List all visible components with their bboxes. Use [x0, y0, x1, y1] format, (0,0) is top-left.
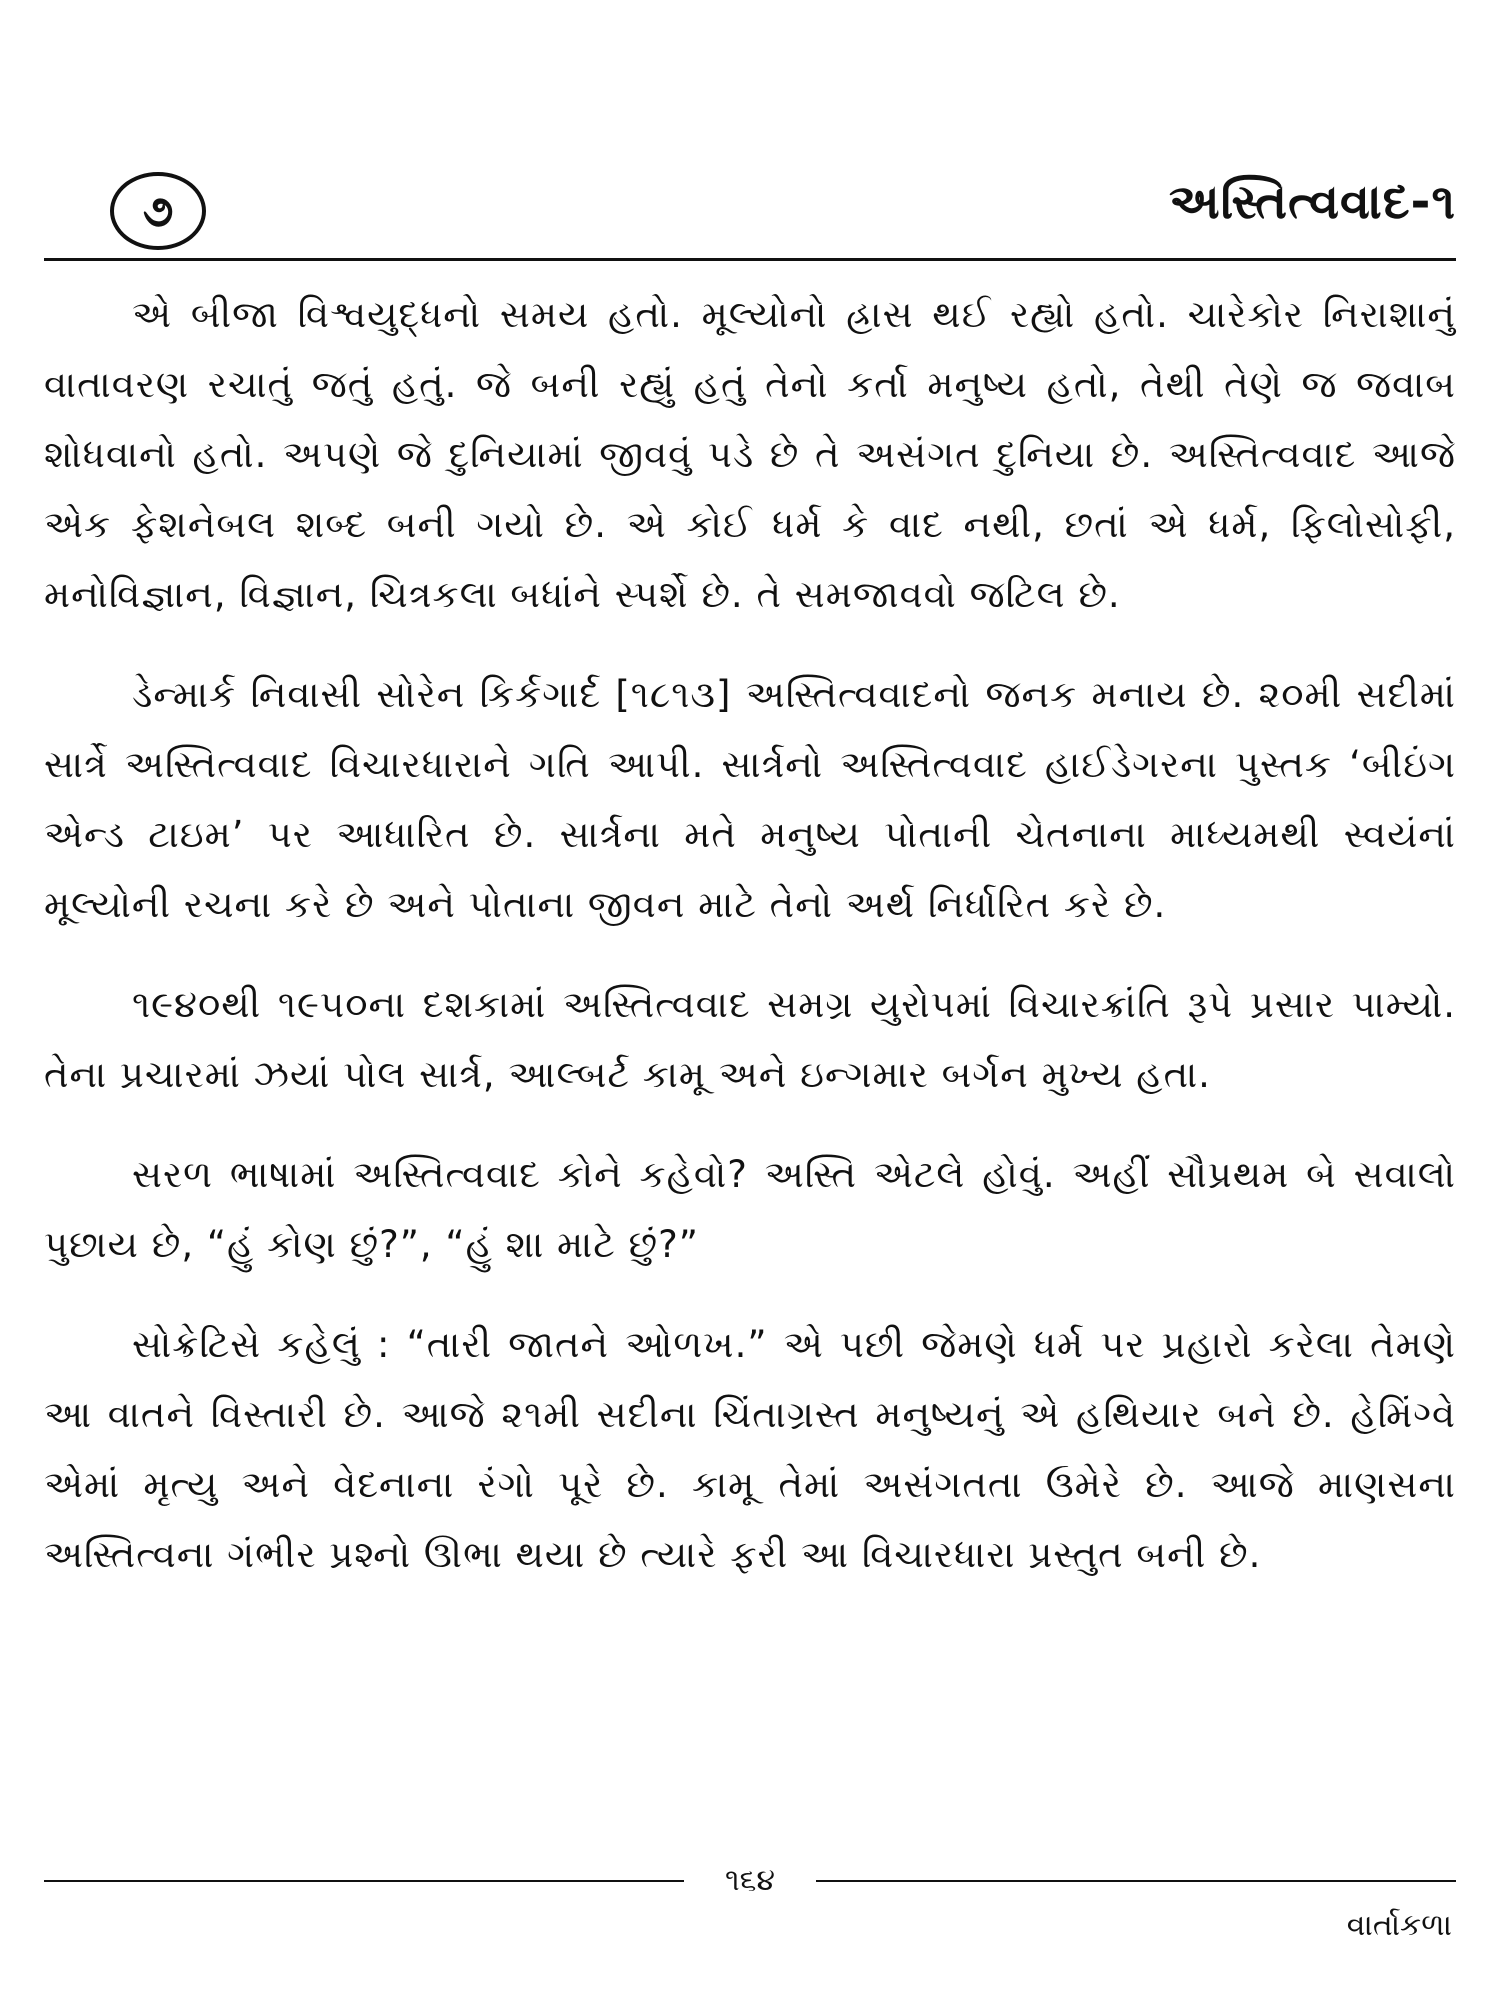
page-footer	[44, 1863, 1456, 1898]
page-body	[44, 280, 1456, 1620]
chapter-title: અસ્તિત્વવાદ-૧	[1169, 174, 1456, 230]
book-title: વાર્તાકળા	[1346, 1908, 1452, 1943]
paragraph-2: ડેન્માર્ક નિવાસી સોરેન કિર્કગાર્દ [૧૮૧૩] અસ્તિત્વવાદનો જનક મનાય છે. ૨૦મી સદીમાં સાર્ત્રે અસ્તિત્વવાદ વિચારધારાને ગતિ આપી. સાર્ત્રનો અસ્તિત્વવાદ હાઈડેગરના પુસ્તક ‘બીઇંગ એન્ડ ટાઇમ’ પર આધારિત છે. સાર્ત્રના મતે મનુષ્ય પોતાની ચેતનાના માધ્યમથી સ્વયંનાં મૂલ્યોની રચના કરે છે અને પોતાના જીવન માટે તેનો અર્થ નિર્ધારિત કરે છે.	[44, 673, 1456, 926]
page-number: ૧૬૪	[724, 1863, 776, 1898]
paragraph-4: સરળ ભાષામાં અસ્તિત્વવાદ કોને કહેવો? અસ્તિ એટલે હોવું. અહીં સૌપ્રથમ બે સવાલો પુછાય છે, “હું કોણ છું?”, “હું શા માટે છું?”	[44, 1153, 1456, 1266]
paragraph-3: ૧૯૪૦થી ૧૯૫૦ના દશકામાં અસ્તિત્વવાદ સમગ્ર યુરોપમાં વિચારક્રાંતિ રૂપે પ્રસાર પામ્યો. તેના પ્રચારમાં ઝયાં પોલ સાર્ત્ર, આલ્બર્ટ કામૂ અને ઇન્ગમાર બર્ગન મુખ્ય હતા.	[44, 983, 1456, 1096]
page-header	[44, 168, 1456, 258]
footer-rule-right	[816, 1880, 1456, 1882]
paragraph-5: સોક્રેટિસે કહેલું : “તારી જાતને ઓળખ.” એ પછી જેમણે ધર્મ પર પ્રહારો કરેલા તેમણે આ વાતને વિસ્તારી છે. આજે ૨૧મી સદીના ચિંતાગ્રસ્ત મનુષ્યનું એ હથિયાર બને છે. હેમિંગ્વે એમાં મૃત્યુ અને વેદનાના રંગો પૂરે છે. કામૂ તેમાં અસંગતતા ઉમેરે છે. આજે માણસના અસ્તિત્વના ગંભીર પ્રશ્નો ઊભા થયા છે ત્યારે ફરી આ વિચારધારા પ્રસ્તુત બની છે.	[44, 1323, 1456, 1576]
header-divider	[44, 258, 1456, 261]
chapter-number-badge: ૭	[110, 172, 206, 250]
paragraph-1: એ બીજા વિશ્વયુદ્ધનો સમય હતો. મૂલ્યોનો હ્રાસ થઈ રહ્યો હતો. ચારેકોર નિરાશાનું વાતાવરણ રચાતું જતું હતું. જે બની રહ્યું હતું તેનો કર્તા મનુષ્ય હતો, તેથી તેણે જ જવાબ શોધવાનો હતો. અપણે જે દુનિયામાં જીવવું પડે છે તે અસંગત દુનિયા છે. અસ્તિત્વવાદ આજે એક ફેશનેબલ શબ્દ બની ગયો છે. એ કોઈ ધર્મ કે વાદ નથી, છતાં એ ધર્મ, ફિલોસોફી, મનોવિજ્ઞાન, વિજ્ઞાન, ચિત્રકલા બધાંને સ્પર્શે છે. તે સમજાવવો જટિલ છે.	[44, 293, 1456, 616]
